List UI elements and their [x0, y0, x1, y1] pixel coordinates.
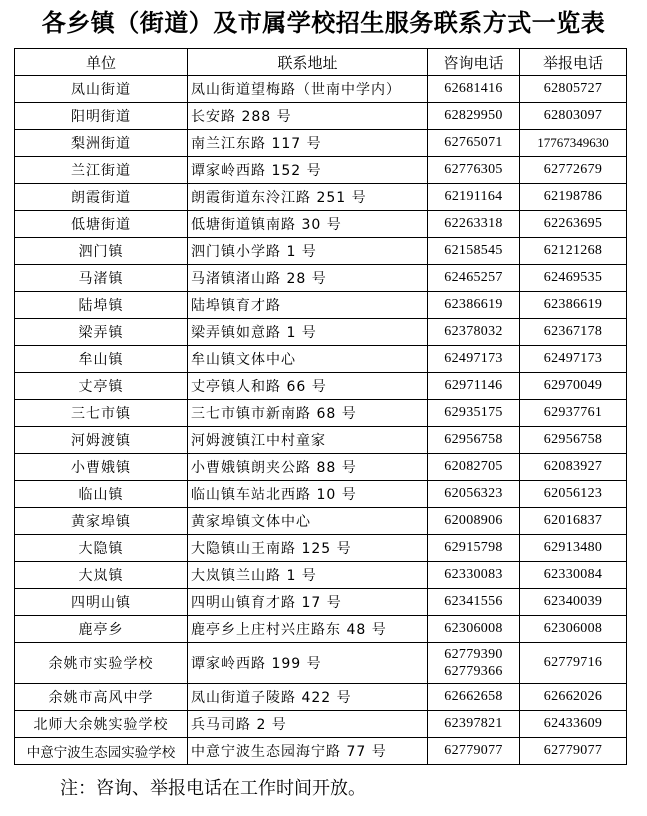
unit-cell: 丈亭镇 — [15, 373, 188, 400]
consult-phone-cell: 62971146 — [428, 373, 520, 400]
table-row — [15, 265, 627, 292]
table-row — [15, 373, 627, 400]
address-cell: 鹿亭乡上庄村兴庄路东 48 号 — [188, 616, 428, 643]
consult-phone-cell: 62681416 — [428, 76, 520, 103]
report-phone-cell: 62803097 — [520, 103, 627, 130]
address-cell: 河姆渡镇江中村童家 — [188, 427, 428, 454]
report-phone-cell: 62970049 — [520, 373, 627, 400]
address-cell: 三七市镇市新南路 68 号 — [188, 400, 428, 427]
report-phone-cell: 62263695 — [520, 211, 627, 238]
report-phone-cell: 62056123 — [520, 481, 627, 508]
unit-cell: 大隐镇 — [15, 535, 188, 562]
report-phone-cell: 62913480 — [520, 535, 627, 562]
table-row — [15, 76, 627, 103]
address-cell: 低塘街道镇南路 30 号 — [188, 211, 428, 238]
report-phone-cell: 62805727 — [520, 76, 627, 103]
address-cell: 朗霞街道东泠江路 251 号 — [188, 184, 428, 211]
consult-phone-cell: 62829950 — [428, 103, 520, 130]
unit-cell: 马渚镇 — [15, 265, 188, 292]
table-row — [15, 616, 627, 643]
table-row — [15, 481, 627, 508]
report-phone-cell: 62198786 — [520, 184, 627, 211]
consult-phone-cell: 62378032 — [428, 319, 520, 346]
consult-phone-cell: 62341556 — [428, 589, 520, 616]
consult-phone-cell: 62915798 — [428, 535, 520, 562]
consult-phone-line-1: 62779390 — [444, 647, 503, 662]
table-row — [15, 238, 627, 265]
address-cell: 南兰江东路 117 号 — [188, 130, 428, 157]
unit-cell: 黄家埠镇 — [15, 508, 188, 535]
consult-phone-cell: 62765071 — [428, 130, 520, 157]
address-cell: 梁弄镇如意路 1 号 — [188, 319, 428, 346]
unit-cell: 中意宁波生态园实验学校 — [15, 738, 188, 765]
consult-phone-cell: 62662658 — [428, 684, 520, 711]
unit-cell: 四明山镇 — [15, 589, 188, 616]
address-cell: 兵马司路 2 号 — [188, 711, 428, 738]
report-phone-cell: 62779716 — [520, 643, 627, 684]
table-row — [15, 454, 627, 481]
address-cell: 大岚镇兰山路 1 号 — [188, 562, 428, 589]
address-cell: 丈亭镇人和路 66 号 — [188, 373, 428, 400]
table-row — [15, 130, 627, 157]
report-phone-cell: 62772679 — [520, 157, 627, 184]
address-cell: 中意宁波生态园海宁路 77 号 — [188, 738, 428, 765]
consult-phone-cell: 62386619 — [428, 292, 520, 319]
table-row — [15, 346, 627, 373]
consult-phone-cell: 62008906 — [428, 508, 520, 535]
table-row — [15, 184, 627, 211]
table-row — [15, 562, 627, 589]
report-phone-cell: 62497173 — [520, 346, 627, 373]
report-phone-cell: 62121268 — [520, 238, 627, 265]
unit-cell: 鹿亭乡 — [15, 616, 188, 643]
address-cell: 四明山镇育才路 17 号 — [188, 589, 428, 616]
table-row — [15, 643, 627, 684]
address-cell: 临山镇车站北西路 10 号 — [188, 481, 428, 508]
unit-cell: 梁弄镇 — [15, 319, 188, 346]
report-phone-cell: 62330084 — [520, 562, 627, 589]
unit-cell: 河姆渡镇 — [15, 427, 188, 454]
report-phone-cell: 62662026 — [520, 684, 627, 711]
header-consult-phone: 咨询电话 — [428, 49, 520, 76]
address-cell: 凤山街道望梅路（世南中学内） — [188, 76, 428, 103]
unit-cell: 梨洲街道 — [15, 130, 188, 157]
report-phone-cell: 62779077 — [520, 738, 627, 765]
unit-cell: 低塘街道 — [15, 211, 188, 238]
header-report-phone: 举报电话 — [520, 49, 627, 76]
report-phone-cell: 62083927 — [520, 454, 627, 481]
unit-cell: 兰江街道 — [15, 157, 188, 184]
report-phone-cell: 62306008 — [520, 616, 627, 643]
address-cell: 谭家岭西路 152 号 — [188, 157, 428, 184]
consult-phone-cell: 62056323 — [428, 481, 520, 508]
address-cell: 小曹娥镇朗夹公路 88 号 — [188, 454, 428, 481]
table-row — [15, 711, 627, 738]
footnote: 注：咨询、举报电话在工作时间开放。 — [60, 778, 366, 799]
unit-cell: 北师大余姚实验学校 — [15, 711, 188, 738]
table-header-row — [15, 49, 627, 76]
consult-phone-cell: 62397821 — [428, 711, 520, 738]
table-row — [15, 157, 627, 184]
consult-phone-cell: 62935175 — [428, 400, 520, 427]
unit-cell: 临山镇 — [15, 481, 188, 508]
unit-cell: 朗霞街道 — [15, 184, 188, 211]
address-cell: 马渚镇渚山路 28 号 — [188, 265, 428, 292]
unit-cell: 泗门镇 — [15, 238, 188, 265]
consult-phone-cell: 62191164 — [428, 184, 520, 211]
address-cell: 黄家埠镇文体中心 — [188, 508, 428, 535]
report-phone-cell: 62937761 — [520, 400, 627, 427]
consult-phone-cell: 62497173 — [428, 346, 520, 373]
address-cell: 陆埠镇育才路 — [188, 292, 428, 319]
consult-phone-cell: 62263318 — [428, 211, 520, 238]
table-row — [15, 319, 627, 346]
address-cell: 凤山街道子陵路 422 号 — [188, 684, 428, 711]
report-phone-cell: 62433609 — [520, 711, 627, 738]
consult-phone-cell: 62465257 — [428, 265, 520, 292]
report-phone-cell: 62016837 — [520, 508, 627, 535]
report-phone-cell: 62386619 — [520, 292, 627, 319]
unit-cell: 阳明街道 — [15, 103, 188, 130]
report-phone-cell: 62469535 — [520, 265, 627, 292]
table-row — [15, 589, 627, 616]
address-cell: 牟山镇文体中心 — [188, 346, 428, 373]
table-row — [15, 211, 627, 238]
report-phone-cell: 62367178 — [520, 319, 627, 346]
table-row — [15, 684, 627, 711]
address-cell: 大隐镇山王南路 125 号 — [188, 535, 428, 562]
table-row — [15, 535, 627, 562]
consult-phone-line-2: 62779366 — [444, 664, 503, 679]
unit-cell: 三七市镇 — [15, 400, 188, 427]
consult-phone-cell: 62306008 — [428, 616, 520, 643]
address-cell: 长安路 288 号 — [188, 103, 428, 130]
consult-phone-cell: 62779077 — [428, 738, 520, 765]
report-phone-cell: 17767349630 — [520, 130, 627, 157]
consult-phone-cell: 62082705 — [428, 454, 520, 481]
consult-phone-cell: 62956758 — [428, 427, 520, 454]
address-cell: 泗门镇小学路 1 号 — [188, 238, 428, 265]
page-title: 各乡镇（街道）及市属学校招生服务联系方式一览表 — [41, 9, 606, 37]
table-row — [15, 427, 627, 454]
header-unit: 单位 — [15, 49, 188, 76]
consult-phone-cell: 62776305 — [428, 157, 520, 184]
unit-cell: 余姚市实验学校 — [15, 643, 188, 684]
consult-phone-cell: 62330083 — [428, 562, 520, 589]
consult-phone-cell: 62158545 — [428, 238, 520, 265]
table-row — [15, 400, 627, 427]
unit-cell: 大岚镇 — [15, 562, 188, 589]
consult-phone-cell — [428, 643, 520, 684]
table-row — [15, 738, 627, 765]
unit-cell: 凤山街道 — [15, 76, 188, 103]
table-row — [15, 103, 627, 130]
table-row — [15, 292, 627, 319]
unit-cell: 小曹娥镇 — [15, 454, 188, 481]
table-row — [15, 508, 627, 535]
report-phone-cell: 62340039 — [520, 589, 627, 616]
header-address: 联系地址 — [188, 49, 428, 76]
contacts-table — [14, 48, 627, 765]
unit-cell: 余姚市高风中学 — [15, 684, 188, 711]
unit-cell: 陆埠镇 — [15, 292, 188, 319]
report-phone-cell: 62956758 — [520, 427, 627, 454]
address-cell: 谭家岭西路 199 号 — [188, 643, 428, 684]
unit-cell: 牟山镇 — [15, 346, 188, 373]
